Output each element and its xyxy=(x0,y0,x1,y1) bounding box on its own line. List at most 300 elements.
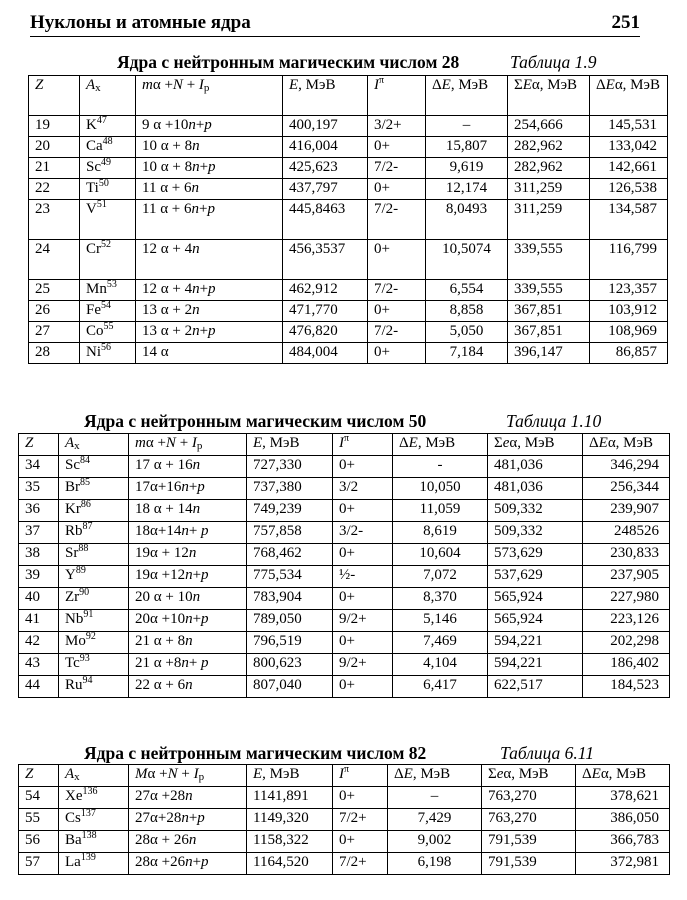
spin-parity-cell: 7/2+ xyxy=(333,853,388,875)
table-row xyxy=(19,522,670,544)
sum-alpha-cell: 565,924 xyxy=(488,610,583,632)
delta-e-cell: 7,184 xyxy=(426,343,508,364)
delta-e-alpha-cell: 346,294 xyxy=(583,456,670,478)
mass-number: 84 xyxy=(80,455,90,466)
data-table xyxy=(18,433,670,698)
z-cell: 43 xyxy=(19,654,59,676)
delta-e-alpha-cell: 256,344 xyxy=(583,478,670,500)
z-cell: 35 xyxy=(19,478,59,500)
sum-alpha-cell: 791,539 xyxy=(482,831,576,853)
mass-number: 89 xyxy=(75,565,86,576)
mass-number: 52 xyxy=(101,239,111,250)
sum-alpha-cell: 282,962 xyxy=(508,158,590,179)
table-row xyxy=(29,240,668,280)
energy-cell: 768,462 xyxy=(247,544,333,566)
delta-e-alpha-cell: 184,523 xyxy=(583,676,670,698)
energy-cell: 445,8463 xyxy=(283,200,368,240)
delta-e-cell: 11,059 xyxy=(393,500,488,522)
table-row xyxy=(19,544,670,566)
sum-alpha-cell: 537,629 xyxy=(488,566,583,588)
sum-alpha-cell: 367,851 xyxy=(508,322,590,343)
delta-e-cell: 8,370 xyxy=(393,588,488,610)
mass-number: 86 xyxy=(80,499,91,510)
composition-cell: 13 α + 2n+p xyxy=(136,322,283,343)
composition-cell: 18 α + 14n xyxy=(129,500,247,522)
element-symbol: Rb xyxy=(65,523,83,539)
delta-e-cell: 7,469 xyxy=(393,632,488,654)
nuclide-cell xyxy=(80,200,136,240)
table-title: Ядра с нейтронным магическим числом 82 xyxy=(84,743,427,763)
nuclide-cell xyxy=(59,831,129,853)
sum-alpha-cell: 509,332 xyxy=(488,500,583,522)
z-cell: 26 xyxy=(29,301,80,322)
delta-e-alpha-cell: 227,980 xyxy=(583,588,670,610)
delta-e-alpha-cell: 223,126 xyxy=(583,610,670,632)
composition-cell: 20α +10n+p xyxy=(129,610,247,632)
spin-parity-cell: 0+ xyxy=(368,137,426,158)
spin-parity-cell: 7/2- xyxy=(368,322,426,343)
z-cell: 42 xyxy=(19,632,59,654)
nuclide-cell xyxy=(59,566,129,588)
table-label: Таблица 6.11 xyxy=(500,743,595,763)
nuclide-cell xyxy=(59,544,129,566)
mass-number: 93 xyxy=(79,653,90,664)
nuclide-cell xyxy=(59,478,129,500)
mass-number: 90 xyxy=(79,587,90,598)
mass-number: 85 xyxy=(80,477,90,488)
table-caption xyxy=(84,743,644,764)
energy-cell: 456,3537 xyxy=(283,240,368,280)
nuclide-cell xyxy=(80,240,136,280)
mass-number: 56 xyxy=(101,342,111,353)
composition-cell: 11 α + 6n+p xyxy=(136,200,283,240)
energy-cell: 476,820 xyxy=(283,322,368,343)
sum-alpha-cell: 791,539 xyxy=(482,853,576,875)
spin-parity-cell: ½- xyxy=(333,566,393,588)
delta-e-cell: 8,619 xyxy=(393,522,488,544)
energy-cell: 737,380 xyxy=(247,478,333,500)
z-cell: 41 xyxy=(19,610,59,632)
nuclide-cell xyxy=(80,137,136,158)
table-row xyxy=(19,853,670,875)
z-cell: 55 xyxy=(19,809,59,831)
composition-cell: 11 α + 6n xyxy=(136,179,283,200)
column-header: Σeα, МэВ xyxy=(488,434,583,456)
delta-e-alpha-cell: 133,042 xyxy=(590,137,668,158)
delta-e-cell: 8,858 xyxy=(426,301,508,322)
mass-number: 48 xyxy=(102,136,113,147)
column-header: Σeα, МэВ xyxy=(482,765,576,787)
element-symbol: Cr xyxy=(86,241,101,257)
table-caption xyxy=(84,411,644,432)
delta-e-cell: 9,002 xyxy=(388,831,482,853)
energy-cell: 783,904 xyxy=(247,588,333,610)
nuclide-cell xyxy=(80,116,136,137)
delta-e-cell: 5,050 xyxy=(426,322,508,343)
element-symbol: La xyxy=(65,854,81,870)
column-header: E, МэВ xyxy=(283,76,368,116)
delta-e-cell: - xyxy=(393,456,488,478)
delta-e-cell: 7,072 xyxy=(393,566,488,588)
sum-alpha-cell: 763,270 xyxy=(482,809,576,831)
delta-e-cell: 6,198 xyxy=(388,853,482,875)
column-header: $A_x$ xyxy=(59,434,129,456)
table-header-row xyxy=(19,765,670,787)
z-cell: 57 xyxy=(19,853,59,875)
nuclide-cell xyxy=(59,588,129,610)
delta-e-alpha-cell: 239,907 xyxy=(583,500,670,522)
nuclide-cell xyxy=(59,787,129,809)
composition-cell: 10 α + 8n+p xyxy=(136,158,283,179)
energy-cell: 484,004 xyxy=(283,343,368,364)
table-row xyxy=(19,809,670,831)
delta-e-cell: 4,104 xyxy=(393,654,488,676)
element-symbol: Sc xyxy=(86,159,101,175)
element-symbol: Y xyxy=(65,567,76,583)
delta-e-cell: 5,146 xyxy=(393,610,488,632)
column-header: $A_x$ xyxy=(59,765,129,787)
energy-cell: 462,912 xyxy=(283,280,368,301)
table-row xyxy=(29,280,668,301)
column-header: Z xyxy=(19,765,59,787)
delta-e-alpha-cell: 248526 xyxy=(583,522,670,544)
delta-e-alpha-cell: 86,857 xyxy=(590,343,668,364)
delta-e-cell: 12,174 xyxy=(426,179,508,200)
mass-number: 87 xyxy=(82,521,93,532)
delta-e-cell: 10,604 xyxy=(393,544,488,566)
column-header: $I^\pi$ xyxy=(333,434,393,456)
energy-cell: 1164,520 xyxy=(247,853,333,875)
sum-alpha-cell: 311,259 xyxy=(508,200,590,240)
z-cell: 27 xyxy=(29,322,80,343)
composition-cell: 12 α + 4n+p xyxy=(136,280,283,301)
mass-number: 139 xyxy=(80,852,96,863)
element-symbol: Ba xyxy=(65,832,82,848)
mass-number: 91 xyxy=(83,609,94,620)
delta-e-alpha-cell: 202,298 xyxy=(583,632,670,654)
page-number: 251 xyxy=(611,12,640,33)
z-cell: 40 xyxy=(19,588,59,610)
mass-number: 92 xyxy=(85,631,96,642)
composition-cell: 20 α + 10n xyxy=(129,588,247,610)
mass-number: 51 xyxy=(96,199,107,210)
table-row xyxy=(19,654,670,676)
nuclide-cell xyxy=(80,343,136,364)
mass-number: 138 xyxy=(81,830,97,841)
composition-cell: 22 α + 6n xyxy=(129,676,247,698)
table-header-row xyxy=(29,76,668,116)
running-title: Нуклоны и атомные ядра xyxy=(30,12,251,33)
spin-parity-cell: 7/2- xyxy=(368,200,426,240)
element-symbol: Fe xyxy=(86,302,101,318)
data-table xyxy=(18,764,670,875)
element-symbol: Xe xyxy=(65,788,83,804)
energy-cell: 1158,322 xyxy=(247,831,333,853)
table-row xyxy=(29,179,668,200)
spin-parity-cell: 0+ xyxy=(368,301,426,322)
spin-parity-cell: 0+ xyxy=(333,456,393,478)
element-symbol: Mo xyxy=(65,633,86,649)
table-row xyxy=(29,343,668,364)
table-row xyxy=(19,676,670,698)
mass-number: 53 xyxy=(106,279,117,290)
delta-e-cell: 9,619 xyxy=(426,158,508,179)
z-cell: 19 xyxy=(29,116,80,137)
spin-parity-cell: 0+ xyxy=(368,240,426,280)
element-symbol: Kr xyxy=(65,501,81,517)
table-header-row xyxy=(19,434,670,456)
table-row xyxy=(29,200,668,240)
spin-parity-cell: 0+ xyxy=(333,588,393,610)
delta-e-alpha-cell: 366,783 xyxy=(576,831,670,853)
sum-alpha-cell: 622,517 xyxy=(488,676,583,698)
sum-alpha-cell: 573,629 xyxy=(488,544,583,566)
spin-parity-cell: 0+ xyxy=(333,500,393,522)
spin-parity-cell: 9/2+ xyxy=(333,610,393,632)
nuclide-cell xyxy=(59,632,129,654)
mass-number: 94 xyxy=(82,675,93,686)
delta-e-cell: 6,554 xyxy=(426,280,508,301)
table-row xyxy=(19,456,670,478)
spin-parity-cell: 9/2+ xyxy=(333,654,393,676)
energy-cell: 471,770 xyxy=(283,301,368,322)
composition-cell: 12 α + 4n xyxy=(136,240,283,280)
nuclide-cell xyxy=(59,610,129,632)
sum-alpha-cell: 396,147 xyxy=(508,343,590,364)
column-header: $m\alpha +N + I_p$ xyxy=(129,434,247,456)
energy-cell: 437,797 xyxy=(283,179,368,200)
z-cell: 28 xyxy=(29,343,80,364)
composition-cell: 18α+14n+ p xyxy=(129,522,247,544)
spin-parity-cell: 7/2+ xyxy=(333,809,388,831)
element-symbol: Sc xyxy=(65,457,80,473)
spin-parity-cell: 3/2- xyxy=(333,522,393,544)
sum-alpha-cell: 594,221 xyxy=(488,632,583,654)
sum-alpha-cell: 763,270 xyxy=(482,787,576,809)
delta-e-alpha-cell: 103,912 xyxy=(590,301,668,322)
element-symbol: Br xyxy=(65,479,80,495)
mass-number: 50 xyxy=(98,178,109,189)
spin-parity-cell: 0+ xyxy=(333,632,393,654)
composition-cell: 21 α + 8n xyxy=(129,632,247,654)
composition-cell: 19α +12n+p xyxy=(129,566,247,588)
table-row xyxy=(29,116,668,137)
composition-cell: 27α+28n+p xyxy=(129,809,247,831)
z-cell: 36 xyxy=(19,500,59,522)
table-row xyxy=(19,478,670,500)
delta-e-cell: 6,417 xyxy=(393,676,488,698)
table-title: Ядра с нейтронным магическим числом 28 xyxy=(117,52,460,72)
delta-e-alpha-cell: 116,799 xyxy=(590,240,668,280)
delta-e-alpha-cell: 108,969 xyxy=(590,322,668,343)
nuclide-cell xyxy=(59,853,129,875)
column-header: ΣEα, МэВ xyxy=(508,76,590,116)
delta-e-cell: 10,5074 xyxy=(426,240,508,280)
composition-cell: 28α +26n+p xyxy=(129,853,247,875)
element-symbol: Zr xyxy=(65,589,80,605)
element-symbol: Ru xyxy=(65,677,83,693)
column-header: E, МэВ xyxy=(247,434,333,456)
sum-alpha-cell: 339,555 xyxy=(508,280,590,301)
spin-parity-cell: 7/2- xyxy=(368,280,426,301)
delta-e-alpha-cell: 186,402 xyxy=(583,654,670,676)
delta-e-alpha-cell: 142,661 xyxy=(590,158,668,179)
energy-cell: 757,858 xyxy=(247,522,333,544)
composition-cell: 19α + 12n xyxy=(129,544,247,566)
z-cell: 38 xyxy=(19,544,59,566)
table-row xyxy=(29,158,668,179)
sum-alpha-cell: 282,962 xyxy=(508,137,590,158)
sum-alpha-cell: 339,555 xyxy=(508,240,590,280)
spin-parity-cell: 7/2- xyxy=(368,158,426,179)
column-header: ΔEα, МэВ xyxy=(576,765,670,787)
table-row xyxy=(29,301,668,322)
sum-alpha-cell: 481,036 xyxy=(488,478,583,500)
z-cell: 24 xyxy=(29,240,80,280)
element-symbol: Sr xyxy=(65,545,79,561)
element-symbol: Ti xyxy=(86,180,99,196)
energy-cell: 400,197 xyxy=(283,116,368,137)
spin-parity-cell: 0+ xyxy=(368,343,426,364)
nuclide-cell xyxy=(59,522,129,544)
delta-e-cell: – xyxy=(426,116,508,137)
z-cell: 44 xyxy=(19,676,59,698)
table-row xyxy=(19,588,670,610)
spin-parity-cell: 0+ xyxy=(333,787,388,809)
table-label: Таблица 1.9 xyxy=(510,52,597,72)
table-row xyxy=(19,632,670,654)
element-symbol: K xyxy=(86,117,97,133)
spin-parity-cell: 0+ xyxy=(333,676,393,698)
delta-e-cell: 15,807 xyxy=(426,137,508,158)
z-cell: 20 xyxy=(29,137,80,158)
spin-parity-cell: 0+ xyxy=(368,179,426,200)
composition-cell: 21 α +8n+ p xyxy=(129,654,247,676)
delta-e-alpha-cell: 134,587 xyxy=(590,200,668,240)
mass-number: 55 xyxy=(103,321,114,332)
composition-cell: 10 α + 8n xyxy=(136,137,283,158)
sum-alpha-cell: 565,924 xyxy=(488,588,583,610)
z-cell: 54 xyxy=(19,787,59,809)
energy-cell: 796,519 xyxy=(247,632,333,654)
column-header: $M\alpha +N + I_p$ xyxy=(129,765,247,787)
element-symbol: Tc xyxy=(65,655,80,671)
element-symbol: Ni xyxy=(86,344,101,360)
energy-cell: 749,239 xyxy=(247,500,333,522)
delta-e-alpha-cell: 123,357 xyxy=(590,280,668,301)
nuclide-cell xyxy=(59,456,129,478)
nuclide-cell xyxy=(80,158,136,179)
delta-e-cell: 7,429 xyxy=(388,809,482,831)
table-row xyxy=(29,322,668,343)
mass-number: 136 xyxy=(82,786,98,797)
spin-parity-cell: 3/2+ xyxy=(368,116,426,137)
delta-e-cell: 8,0493 xyxy=(426,200,508,240)
element-symbol: Mn xyxy=(86,281,107,297)
spin-parity-cell: 0+ xyxy=(333,544,393,566)
delta-e-alpha-cell: 230,833 xyxy=(583,544,670,566)
energy-cell: 416,004 xyxy=(283,137,368,158)
nuclide-cell xyxy=(59,676,129,698)
page-header xyxy=(30,8,640,37)
energy-cell: 727,330 xyxy=(247,456,333,478)
delta-e-cell: – xyxy=(388,787,482,809)
column-header: ΔEα, МэВ xyxy=(583,434,670,456)
spin-parity-cell: 0+ xyxy=(333,831,388,853)
column-header: Z xyxy=(29,76,80,116)
energy-cell: 775,534 xyxy=(247,566,333,588)
element-symbol: Cs xyxy=(65,810,81,826)
z-cell: 39 xyxy=(19,566,59,588)
table-row xyxy=(19,787,670,809)
delta-e-alpha-cell: 372,981 xyxy=(576,853,670,875)
table-row xyxy=(19,500,670,522)
composition-cell: 17α+16n+p xyxy=(129,478,247,500)
energy-cell: 807,040 xyxy=(247,676,333,698)
sum-alpha-cell: 367,851 xyxy=(508,301,590,322)
sum-alpha-cell: 254,666 xyxy=(508,116,590,137)
mass-number: 47 xyxy=(96,115,107,126)
z-cell: 22 xyxy=(29,179,80,200)
composition-cell: 14 α xyxy=(136,343,283,364)
sum-alpha-cell: 311,259 xyxy=(508,179,590,200)
delta-e-alpha-cell: 237,905 xyxy=(583,566,670,588)
energy-cell: 789,050 xyxy=(247,610,333,632)
table-label: Таблица 1.10 xyxy=(506,411,602,431)
sum-alpha-cell: 509,332 xyxy=(488,522,583,544)
column-header: Z xyxy=(19,434,59,456)
nuclide-cell xyxy=(80,301,136,322)
nuclide-cell xyxy=(80,322,136,343)
z-cell: 21 xyxy=(29,158,80,179)
nuclide-cell xyxy=(80,179,136,200)
column-header: ΔE, МэВ xyxy=(393,434,488,456)
delta-e-alpha-cell: 378,621 xyxy=(576,787,670,809)
energy-cell: 800,623 xyxy=(247,654,333,676)
delta-e-alpha-cell: 126,538 xyxy=(590,179,668,200)
nuclide-cell xyxy=(80,280,136,301)
element-symbol: Ca xyxy=(86,138,103,154)
column-header: $I^\pi$ xyxy=(368,76,426,116)
delta-e-cell: 10,050 xyxy=(393,478,488,500)
table-title: Ядра с нейтронным магическим числом 50 xyxy=(84,411,427,431)
energy-cell: 425,623 xyxy=(283,158,368,179)
z-cell: 37 xyxy=(19,522,59,544)
z-cell: 34 xyxy=(19,456,59,478)
table-row xyxy=(19,831,670,853)
column-header: ΔE, МэВ xyxy=(426,76,508,116)
element-symbol: Nb xyxy=(65,611,84,627)
z-cell: 25 xyxy=(29,280,80,301)
element-symbol: Co xyxy=(86,323,104,339)
column-header: $A_x$ xyxy=(80,76,136,116)
composition-cell: 13 α + 2n xyxy=(136,301,283,322)
nuclide-cell xyxy=(59,500,129,522)
z-cell: 56 xyxy=(19,831,59,853)
table-caption xyxy=(117,52,637,73)
mass-number: 54 xyxy=(101,300,111,311)
table-row xyxy=(19,566,670,588)
mass-number: 49 xyxy=(101,157,111,168)
energy-cell: 1149,320 xyxy=(247,809,333,831)
data-table xyxy=(28,75,668,364)
composition-cell: 27α +28n xyxy=(129,787,247,809)
mass-number: 88 xyxy=(78,543,89,554)
column-header: $m\alpha +N + I_p$ xyxy=(136,76,283,116)
table-row xyxy=(19,610,670,632)
composition-cell: 28α + 26n xyxy=(129,831,247,853)
nuclide-cell xyxy=(59,809,129,831)
